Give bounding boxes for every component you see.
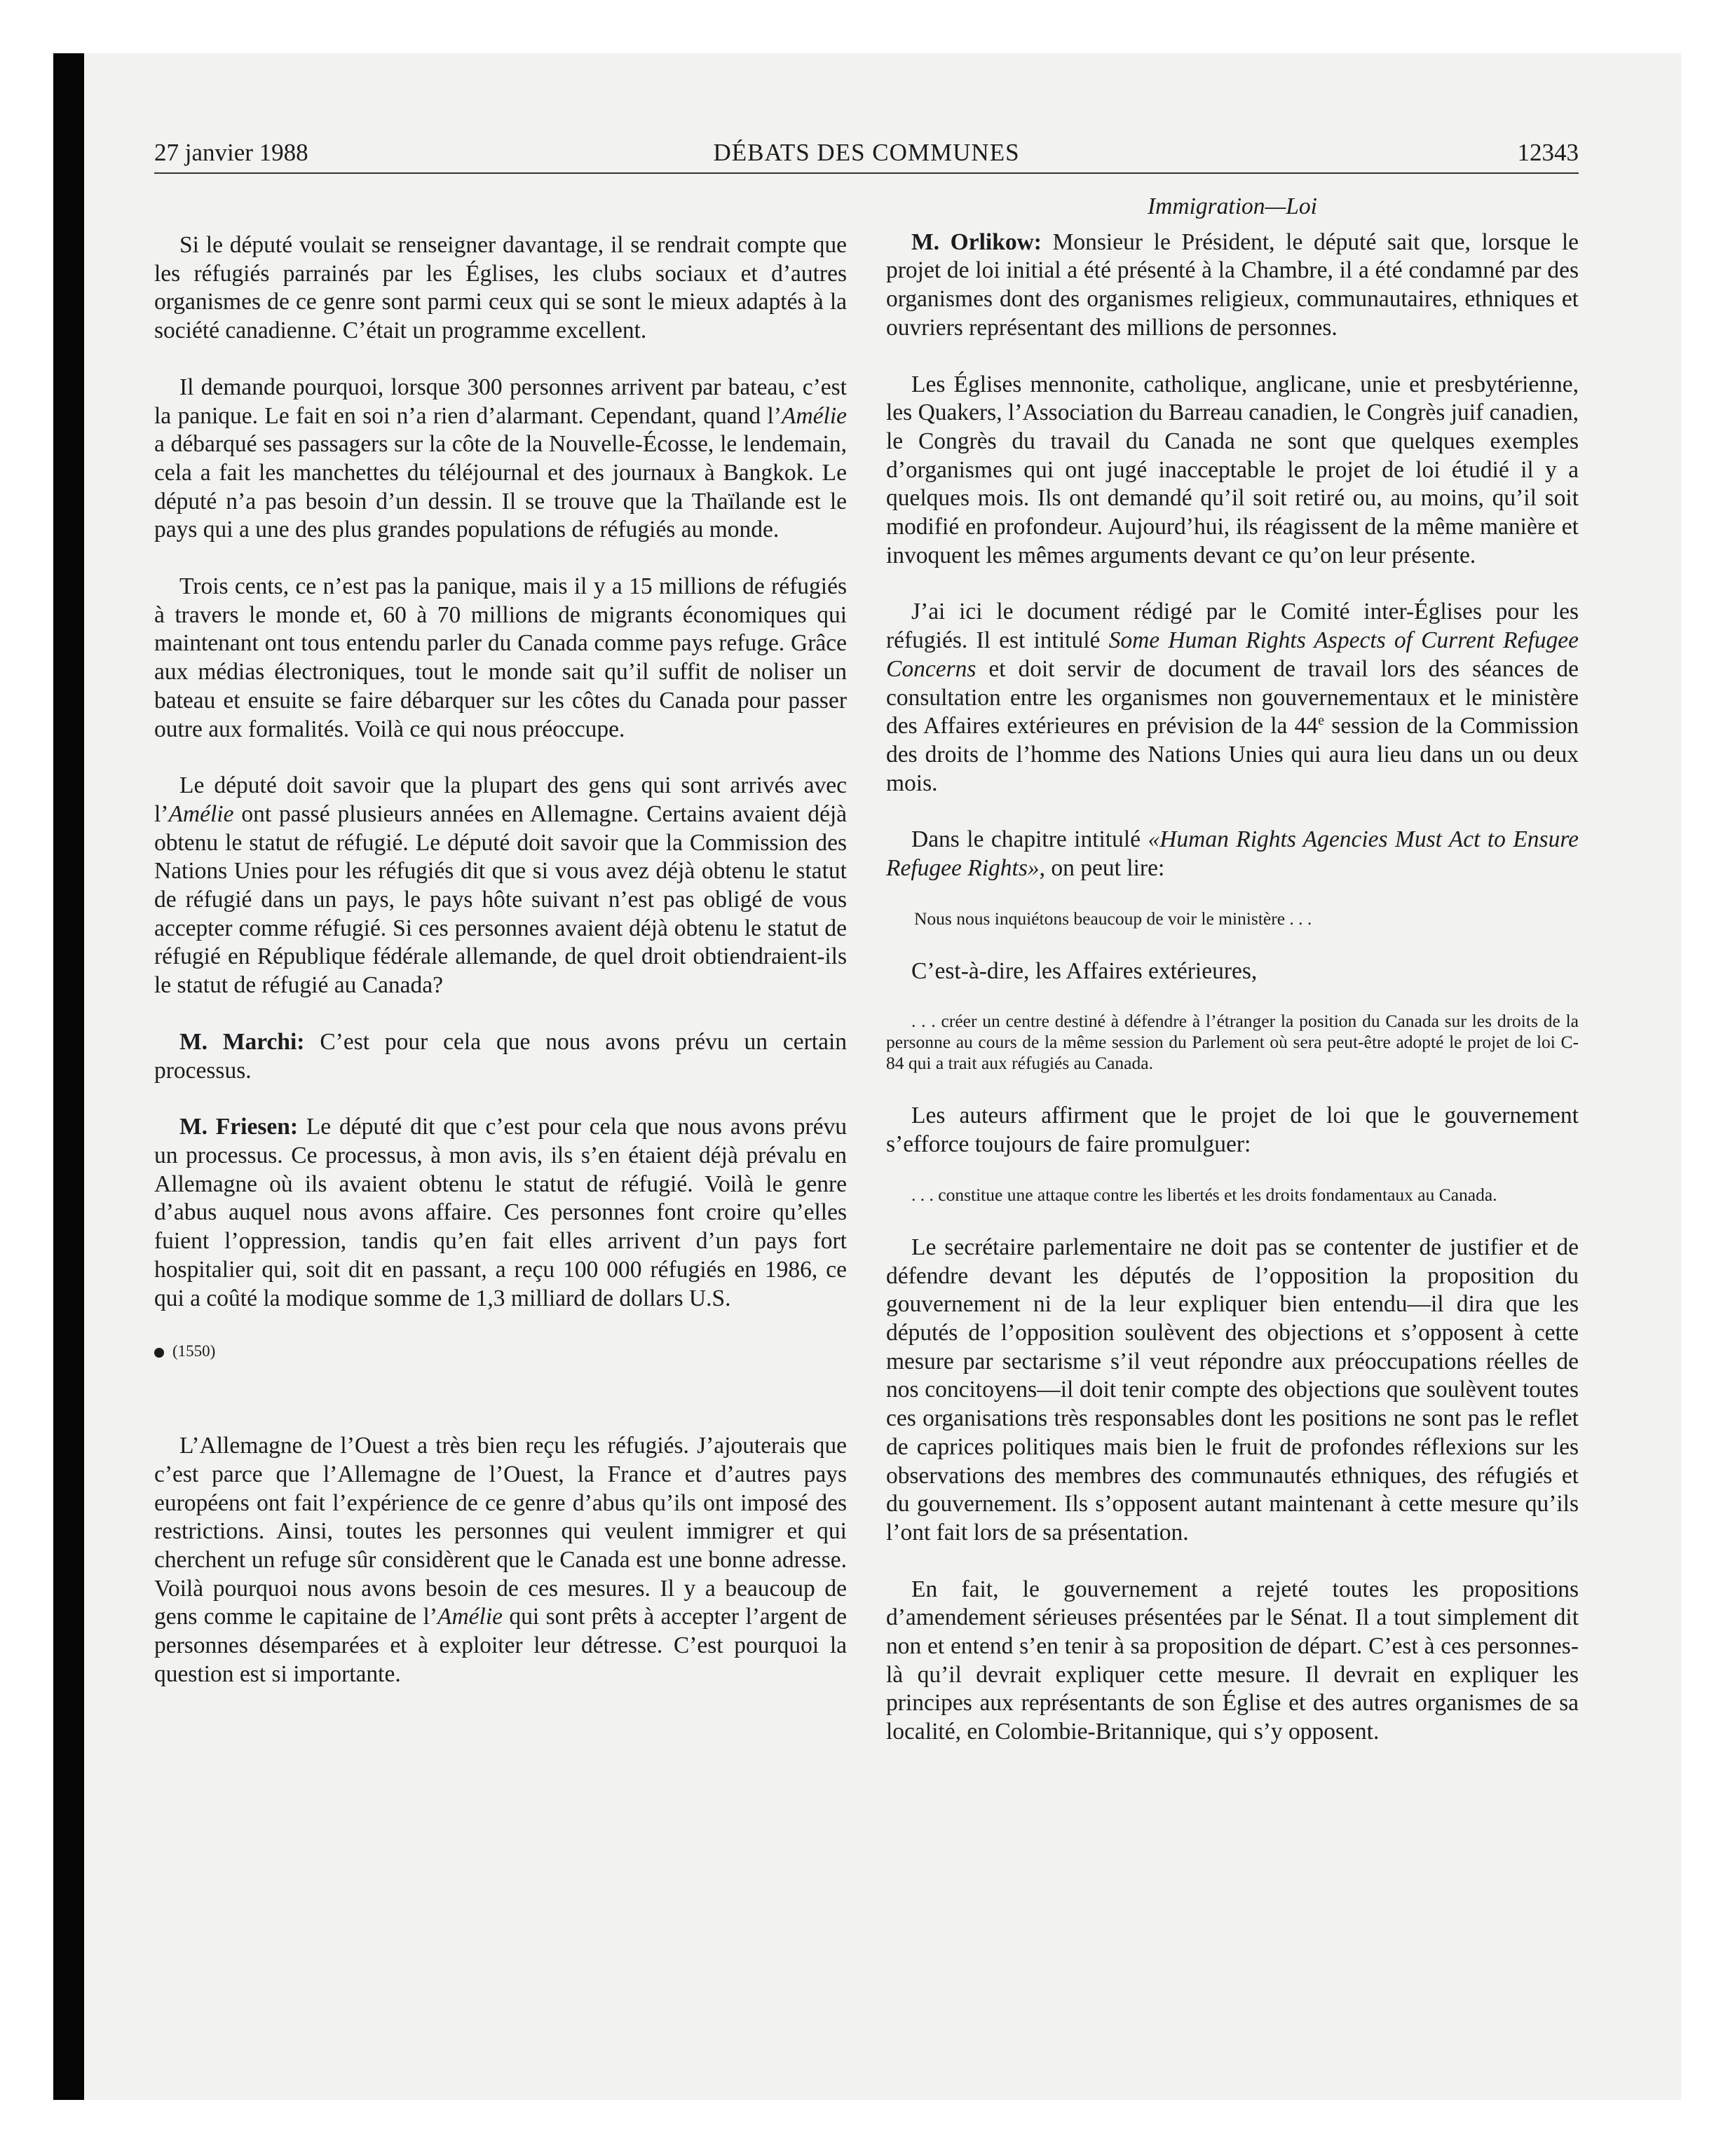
header-title: DÉBATS DES COMMUNES — [713, 139, 1020, 166]
section-heading: Immigration—Loi — [1148, 193, 1317, 219]
ship-name: Amélie — [437, 1604, 503, 1630]
paragraph: C’est-à-dire, les Affaires extérieures, — [911, 957, 1258, 984]
paragraph: M. Marchi: C’est pour cela que nous avons prévu un certain processus. — [154, 1028, 848, 1084]
header-date: 27 janvier 1988 — [154, 139, 308, 166]
block-quote: . . . constitue une attaque contre les libertés et les droits fondamentaux au Canada. — [911, 1184, 1497, 1205]
page-header — [154, 137, 1579, 174]
time-marker: (1550) — [154, 1341, 847, 1362]
paragraph: Le secrétaire parlementaire ne doit pas se contenter de justifier et de défendre devant les députés de l’opposition la proposition du gouvernement ni de la leur expliquer bien entendu—il dira que les députés de l’opposition soulèvent des objections et s’opposent à cette mesure par sectarisme s’il veut répondre aux préoccupations réelles de nos concitoyens—il doit tenir compte des objections que soulèvent toutes ces organisations très responsables dont les positions ne sont pas le reflet de caprices politiques mais bien le fruit de profondes réflexions sur les observations des membres des communautés ethniques, des réfugiés et du gouvernement. Ils s’opposent autant maintenant à cette mesure qu’ils l’ont fait lors de sa présentation. — [886, 1234, 1579, 1546]
ship-name: Amélie — [781, 402, 847, 429]
paragraph: M. Friesen: Le député dit que c’est pour cela que nous avons prévu un processus. Ce processus, à mon avis, ils s’en étaient déjà prévalu en Allemagne où ils avaient obtenu le statut de réfugié. Voilà le genre d’abus auquel nous avons affaire. Ces personnes font croire qu’elles fuient l’oppression, tandis qu’en fait elles arrivent d’un pays fort hospitalier qui, soit dit en passant, a reçu 100 000 réfugiés en 1986, ce qui a coûté la modique somme de 1,3 milliard de dollars U.S. — [154, 1114, 847, 1311]
paragraph: L’Allemagne de l’Ouest a très bien reçu les réfugiés. J’ajouterais que c’est parce que l’Allemagne de l’Ouest, la France et d’autres pays européens ont fait l’expérience de ce genre d’abus qu’ils ont imposé des restrictions. Ainsi, toutes les personnes qui veulent immigrer et qui cherchent un refuge sûr considèrent que le Canada est une bonne adresse. Voilà pourquoi nous avons besoin de ces mesures. Il y a beaucoup de gens comme le capitaine de l’Amélie qui sont prêts à accepter l’argent de personnes désemparées et à exploiter leur détresse. C’est pourquoi la question est si importante. — [154, 1433, 847, 1687]
paragraph: Dans le chapitre intitulé «Human Rights Agencies Must Act to Ensure Refugee Rights», on peut lire: — [886, 826, 1579, 882]
speaker-name: M. Orlikow: — [911, 228, 1042, 255]
paragraph: Trois cents, ce n’est pas la panique, mais il y a 15 millions de réfugiés à travers le monde et, 60 à 70 millions de migrants économiques qui maintenant ont tous entendu parler du Canada comme pays refuge. Grâce aux médias électroniques, tout le monde sait qu’il suffit de noliser un bateau et ensuite se faire débarquer sur les côtes du Canada pour passer outre aux formalités. Voilà ce qui nous préoccupe. — [154, 573, 847, 742]
paragraph: Le député doit savoir que la plupart des gens qui sont arrivés avec l’Amélie ont passé plusieurs années en Allemagne. Certains avaient déjà obtenu le statut de réfugié. Le député doit savoir que la Commission des Nations Unies pour les réfugiés dit que si vous avez déjà obtenu le statut de réfugié dans un pays, le pays hôte suivant n’est pas obligé de vous accepter comme réfugié. Si ces personnes avaient déjà obtenu le statut de réfugié en République fédérale allemande, de quel droit obtiendraient-ils le statut de réfugié au Canada? — [154, 772, 847, 999]
right-column — [886, 193, 1579, 1775]
ship-name: Amélie — [168, 800, 234, 827]
paragraph: Les auteurs affirment que le projet de loi que le gouvernement s’efforce toujours de faire promulguer: — [886, 1103, 1579, 1158]
bullet-icon — [154, 1348, 164, 1358]
paragraph: En fait, le gouvernement a rejeté toutes les propositions d’amendement sérieuses présentées par le Sénat. Il a tout simplement dit non et entend s’en tenir à sa proposition de départ. C’est à ces personnes-là qu’il devrait expliquer cette mesure. Il devrait en expliquer les principes aux représentants de son Église et des autres organismes de sa localité, en Colombie-Britannique, qui s’y opposent. — [886, 1576, 1579, 1745]
block-quote: . . . créer un centre destiné à défendre à l’étranger la position du Canada sur les droits de la personne au cours de la même session du Parlement où sera peut-être adopté le projet de loi C-84 qui a trait aux réfugiés au Canada. — [886, 1011, 1579, 1074]
paragraph: Il demande pourquoi, lorsque 300 personnes arrivent par bateau, c’est la panique. Le fait en soi n’a rien d’alarmant. Cependant, quand l’Amélie a débarqué ses passagers sur la côte de la Nouvelle-Écosse, le lendemain, cela a fait les manchettes du téléjournal et des journaux à Bangkok. Le député n’a pas besoin d’un dessin. Il se trouve que la Thaïlande est le pays qui a une des plus grandes populations de réfugiés au monde. — [154, 374, 847, 543]
page-number: 12343 — [1517, 139, 1579, 166]
speaker-name: M. Marchi: — [179, 1028, 305, 1055]
paragraph: Si le député voulait se renseigner davantage, il se rendrait compte que les réfugiés parrainés par les Églises, les clubs sociaux et d’autres organismes de ce genre sont parmi ceux qui se sont le mieux adaptés à la société canadienne. C’était un programme excellent. — [154, 232, 847, 344]
speaker-name: M. Friesen: — [179, 1114, 299, 1140]
paragraph: Les Églises mennonite, catholique, anglicane, unie et presbytérienne, les Quakers, l’Association du Barreau canadien, le Congrès juif canadien, le Congrès du travail du Canada ne sont que quelques exemples d’organismes qui ont jugé inacceptable le projet de loi étudié il y a quelques mois. Ils ont demandé qu’il soit retiré ou, au moins, qu’il soit modifié en profondeur. Aujourd’hui, ils réagissent de la même manière et invoquent les mêmes arguments devant ce qu’on leur présente. — [886, 371, 1579, 568]
chapter-title: «Human Rights Agencies Must Act to Ensure Refugee Rights» — [886, 826, 1579, 882]
page-spine-shadow — [53, 53, 84, 2100]
paragraph: M. Orlikow: Monsieur le Président, le député sait que, lorsque le projet de loi initial a été présenté à la Chambre, il a été condamné par des organismes dont des organismes religieux, communautaires, ethniques et ouvriers représentant des millions de personnes. — [886, 228, 1579, 341]
left-column — [154, 231, 847, 1717]
document-title: Some Human Rights Aspects of Current Refugee Concerns — [886, 627, 1579, 682]
block-quote: Nous nous inquiétons beaucoup de voir le ministère . . . — [914, 908, 1312, 929]
paragraph: J’ai ici le document rédigé par le Comité inter-Églises pour les réfugiés. Il est intitulé Some Human Rights Aspects of Current Refugee Concerns et doit servir de document de travail lors des séances de consultation entre les organismes non gouvernementaux et le ministère des Affaires extérieures en prévision de la 44e session de la Commission des droits de l’homme des Nations Unies qui aura lieu dans un ou deux mois. — [886, 599, 1579, 796]
